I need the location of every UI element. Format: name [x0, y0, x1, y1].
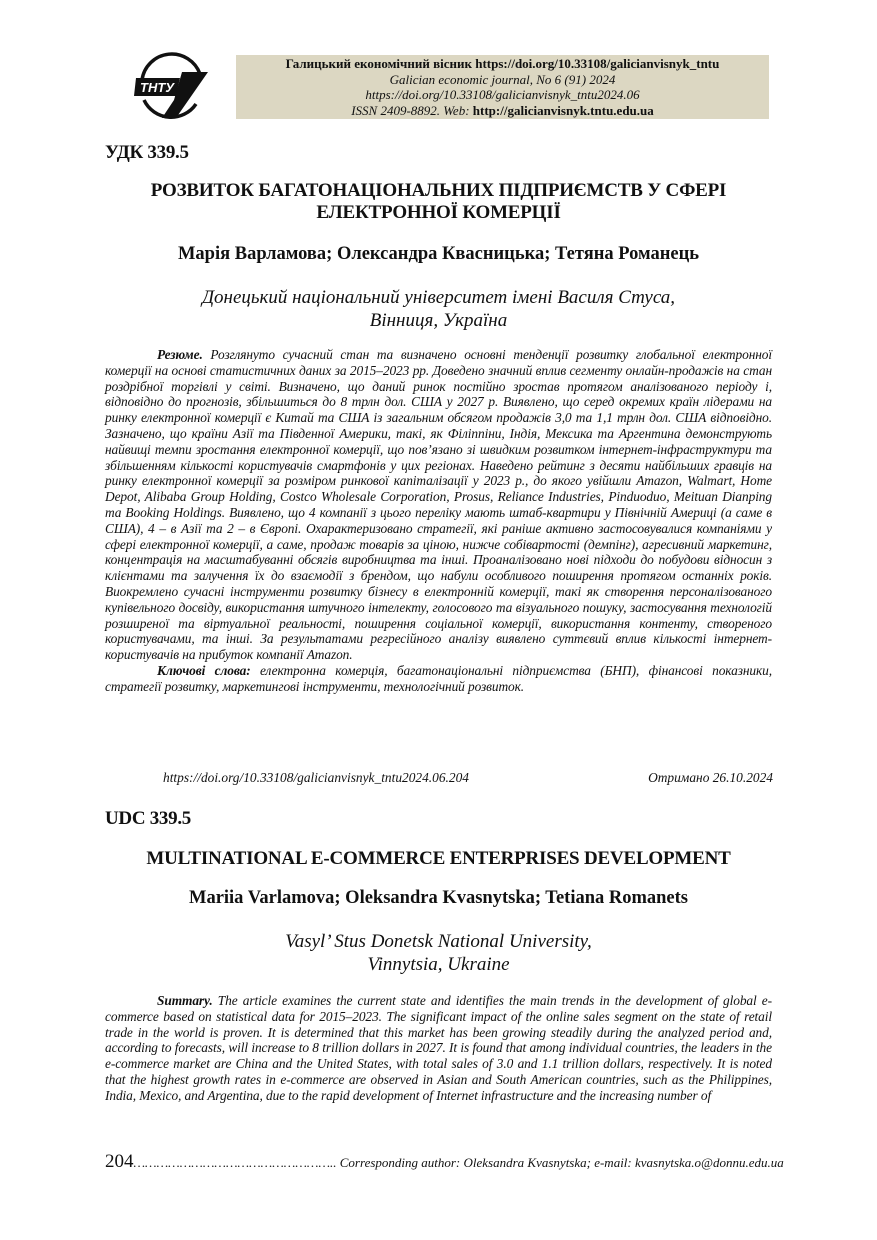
abstract-ua-text: Розглянуто сучасний стан та визначено основні тенденції розвитку глобальної електронної комерції на основі статистичних даних за 2015–2023 рр. Доведено значний вплив сегменту онлайн-продажів на стан роздрібної торгівлі у світі. Визначено, що даний ринок постійно зростав протягом аналізованого періоду і, відповідно до прогнозів, збільшиться до 8 трлн дол. США у 2027 р. Виявлено, що серед окремих країн лідерами на ринку електронної комерції є Китай та США із загальним обсягом продажів 3,0 та 1,1 трлн дол. США відповідно. Зазначено, що країни Азії та Південної Америки, такі, як Філіппіни, Індія, Мексика та Аргентина демонструють найвищі темпи зростання електронної комерції, що пов’язано зі швидким розвитком інтернет-інфраструктури та збільшенням кількості користувачів смартфонів у цих регіонах. Наведено рейтинг з десяти найбільших гравців на ринку електронної комерції за розміром ринкової капіталізації у 2023 р., до якого увійшли Amazon, Walmart, Home Depot, Alibaba Group Holding, Costco Wholesale Corporation, Prosus, Reliance Industries, Pinduoduo, Meituan Dianping та Booking Holdings. Виявлено, що 4 компанії з цього переліку мають штаб-квартири у Північній Америці (а саме в США), 4 – в Азії та 2 – в Європі. Охарактеризовано стратегії, які раніше активно застосовувалися компаніями у сфері електронної комерції, а саме, продаж товарів за ціною, нижче собівартості (демпінг), агресивний маркетинг, концентрація на масштабуванні обсягів виробництва та інші. Проаналізовано нові підходи до побудови відносин з клієнтами та залучення їх до взаємодії з брендом, що набули особливого поширення протягом останніх років. Виокремлено сучасні інструменти розвитку бізнесу в електронній комерції, такі як створення персоналізованого купівельного досвіду, використання штучного інтелекту, голосового та візуального пошуку, застосування технологій розширеної та віртуальної реальності, поширення соціальної комерції, використання контенту, створеного користувачами, та інші. За результатами регресійного аналізу виявлено суттєвий вплив кількості інтернет-користувачів на прибуток компанії Amazon. — [105, 347, 772, 663]
keywords-ua-paragraph — [105, 663, 772, 695]
journal-header — [236, 55, 769, 119]
logo-text: ТНТУ — [140, 80, 175, 95]
summary-en — [105, 993, 772, 1133]
udc-en: UDC 339.5 — [105, 808, 191, 829]
keywords-ua-lead: Ключові слова: — [157, 662, 251, 678]
affiliation-ua — [105, 286, 772, 332]
affiliation-ua-line1: Донецький національний університет імені Василя Стуса, — [201, 287, 676, 308]
journal-web-link[interactable]: http://galicianvisnyk.tntu.edu.ua — [472, 102, 654, 118]
received-date: Отримано 26.10.2024 — [648, 770, 773, 785]
article-title-ua — [105, 180, 772, 224]
corresponding-author: Corresponding author: Oleksandra Kvasnytska; e-mail: kvasnytska.o@donnu.edu.ua — [336, 1155, 784, 1170]
title-ua-line2: ЕЛЕКТРОННОЇ КОМЕРЦІЇ — [316, 202, 561, 223]
journal-doi-line: https://doi.org/10.33108/galicianvisnyk_tntu2024.06 — [365, 87, 640, 102]
article-doi-link[interactable]: https://doi.org/10.33108/galicianvisnyk_tntu2024.06.204 — [163, 770, 469, 785]
abstract-ua-lead: Резюме. — [157, 347, 203, 362]
university-logo — [132, 52, 210, 122]
affiliation-en — [105, 930, 772, 976]
authors-en: Mariia Varlamova; Oleksandra Kvasnytska; Tetiana Romanets — [188, 888, 689, 908]
summary-en-text: The article examines the current state and identifies the main trends in the development of global e-commerce based on statistical data for 2015–2023. The significant impact of the online sales segment on the state of retail trade in the world is proven. It is determined that this market has been growing steadily during the analyzed period and, according to forecasts, will increase to 8 trillion dollars in 2027. It is found that among individual countries, the leaders in the e-commerce market are China and the United States, with total sales of 3.0 and 1.1 trillion dollars, respectively. It is noted that the highest growth rates in e-commerce are observed in Asian and South American countries, such as the Philippines, India, Mexico, and Argentina, due to the rapid development of Internet infrastructure and the increasing number of — [105, 993, 772, 1103]
udc-ua: УДК 339.5 — [105, 142, 189, 163]
affiliation-en-line2: Vinnytsia, Ukraine — [367, 954, 510, 975]
abstract-ua — [105, 347, 772, 695]
summary-en-paragraph — [105, 993, 772, 1104]
affiliation-ua-line2: Вінниця, Україна — [369, 310, 508, 331]
journal-issn-line — [236, 103, 769, 119]
keywords-ua-text: електронна комерція, багатонаціональні підприємства (БНП), фінансові показники, стратегії розвитку, маркетингові інструменти, технологічний розвиток. — [105, 662, 773, 694]
article-title-en: MULTINATIONAL E-COMMERCE ENTERPRISES DEVELOPMENT — [146, 848, 731, 869]
issn-text: ISSN 2409-8892. Web: — [351, 102, 473, 118]
title-ua-line1: РОЗВИТОК БАГАТОНАЦІОНАЛЬНИХ ПІДПРИЄМСТВ У СФЕРІ — [150, 180, 727, 201]
page-number: 204 — [105, 1151, 134, 1172]
page-footer — [105, 1151, 784, 1173]
affiliation-en-line1: Vasyl’ Stus Donetsk National University, — [285, 931, 592, 952]
summary-en-lead: Summary. — [157, 993, 213, 1008]
footer-dots: …………………………………………….. — [133, 1155, 337, 1170]
tntu-logo-icon — [132, 52, 210, 122]
abstract-ua-paragraph — [105, 347, 772, 663]
journal-issue-line: Galician economic journal, No 6 (91) 2024 — [389, 71, 616, 87]
authors-ua: Марія Варламова; Олександра Квасницька; Тетяна Романець — [177, 244, 700, 264]
journal-title-line: Галицький економічний вісник https://doi.org/10.33108/galicianvisnyk_tntu — [285, 56, 720, 71]
